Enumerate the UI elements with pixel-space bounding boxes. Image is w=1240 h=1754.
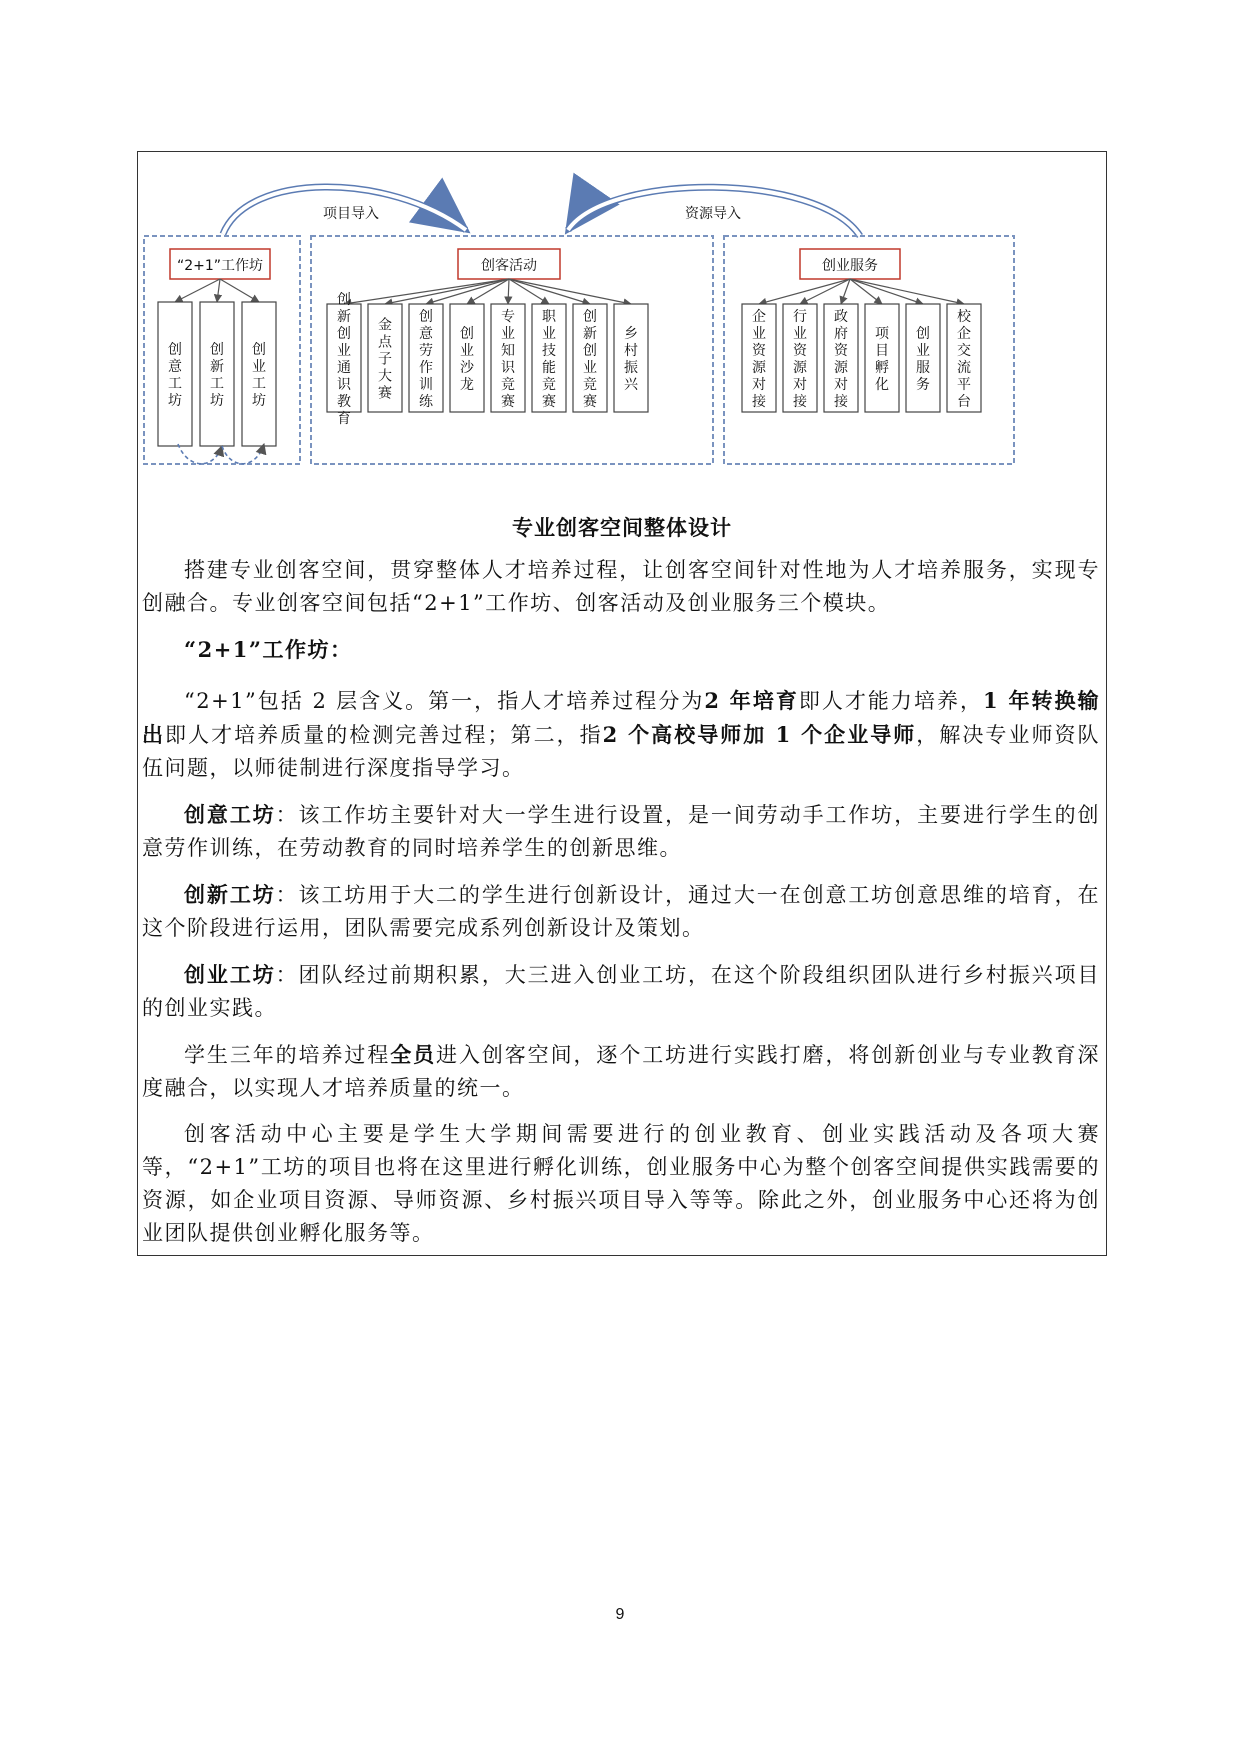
activity-item: 创意劳作训练 [419,309,433,410]
bold-text: 全员 [390,1042,437,1067]
content-frame [137,151,1107,1256]
activity-item-connector [509,279,631,304]
text: ：该工坊用于大二的学生进行创新设计，通过大一在创意工坊创意思维的培育，在这个阶段进行运用，团队需要完成系列创新设计及策划。 [142,883,1100,940]
activity-item: 创新创业竞赛 [583,309,597,410]
service-item: 项目孵化 [875,326,889,393]
activity-item-connector [509,279,590,304]
activity-item: 创业沙龙 [460,326,474,393]
text: 即人才培养质量的检测完善过程；第二，指 [165,723,603,747]
activity-item-connector [344,279,509,304]
service-item-connector [850,279,964,304]
workshop-item-connector [217,279,220,302]
resource-import-label: 资源导入 [685,206,741,222]
text: 学生三年的培养过程 [184,1043,391,1067]
maker-space-diagram [138,152,1106,482]
paragraph-2plus1 [142,684,1100,785]
section-heading-workshop: “2+1”工作坊： [184,637,353,662]
text: ，解决专业师资队伍问题，以师徒制进行深度指导学习。 [142,723,1101,780]
workshop-title: “2+1”工作坊 [176,258,264,274]
activity-item: 乡村振兴 [624,326,638,393]
paragraph-training-process [142,1038,1100,1105]
text: ：团队经过前期积累，大三进入创业工坊，在这个阶段组织团队进行乡村振兴项目的创业实践。 [142,963,1100,1020]
paragraph-intro: 搭建专业创客空间，贯穿整体人才培养过程，让创客空间针对性地为人才培养服务，实现专创融合。专业创客空间包括“2+1”工作坊、创客活动及创业服务三个模块。 [142,558,1100,615]
service-item: 创业服务 [916,326,930,393]
paragraph-startup-workshop [142,958,1100,1025]
workshop-item: 创意工坊 [168,342,182,409]
diagram-svg [138,152,1106,482]
workshop-item: 创业工坊 [252,342,266,409]
bold-label: 创新工坊 [184,882,276,907]
activity-item-connector [508,279,509,304]
bold-label: 创业工坊 [184,962,276,987]
service-item: 行业资源对接 [793,309,807,410]
paragraph-creative-workshop [142,798,1100,865]
workshop-item-connector [175,279,220,302]
service-item: 企业资源对接 [752,309,766,410]
activity-item: 创新创业通识教育 [337,292,351,427]
diagram-caption: 专业创客空间整体设计 [512,515,732,540]
activity-item: 专业知识竞赛 [501,309,515,410]
workshop-item-connector [220,279,259,302]
services-title: 创业服务 [822,258,878,274]
service-item: 校企交流平台 [957,309,971,410]
service-item-connector [850,279,923,304]
workshop-item: 创新工坊 [210,342,224,409]
page-number: 9 [615,1606,625,1623]
bold-text: 2 个高校导师加 1 个企业导师 [602,722,917,747]
paragraph-innovation-workshop [142,878,1100,945]
bold-text: 1 年转换输出 [142,688,1100,747]
service-item: 政府资源对接 [834,309,848,410]
workshop-cycle-arrow-2 [222,444,264,464]
activities-title: 创客活动 [481,258,537,274]
project-import-label: 项目导入 [323,206,379,222]
activity-item: 金点子大赛 [378,317,392,402]
activity-item-connector [385,279,509,304]
paragraph-activity-center: 创客活动中心主要是学生大学期间需要进行的创业教育、创业实践活动及各项大赛等，“2+1”工坊的项目也将在这里进行孵化训练，创业服务中心为整个创客空间提供实践需要的资源，如企业项目资源、导师资源、乡村振兴项目导入等等。除此之外，创业服务中心还将为创业团队提供创业孵化服务等。 [142,1122,1100,1245]
bold-label: 创意工坊 [184,802,276,827]
body-text [142,554,1100,1263]
bold-text: 2 年培育 [704,688,799,713]
workshop-cycle-arrow-1 [178,444,222,464]
service-item-connector [759,279,850,304]
text: “2+1”包括 2 层含义。第一，指人才培养过程分为 [184,689,705,713]
activity-item: 职业技能竞赛 [542,309,556,410]
text: ：该工作坊主要针对大一学生进行设置，是一间劳动手工作坊，主要进行学生的创意劳作训练，在劳动教育的同时培养学生的创新思维。 [142,803,1100,860]
activity-item-connector [426,279,509,304]
text: 即人才能力培养， [798,689,983,713]
text: 进入创客空间，逐个工坊进行实践打磨，将创新创业与专业教育深度融合，以实现人才培养质量的统一。 [142,1043,1101,1100]
